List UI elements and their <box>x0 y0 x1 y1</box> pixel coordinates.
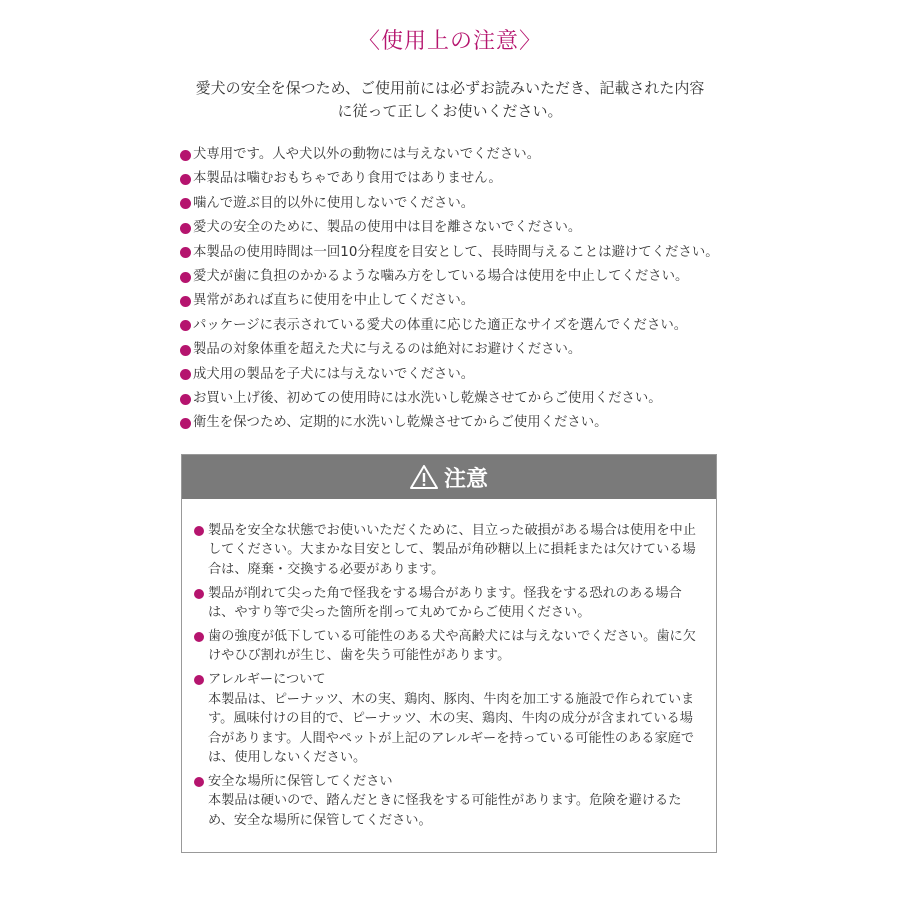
caution-line: 製品を安全な状態でお使いいただくために、目立った破損がある場合は使用を中止 <box>208 523 696 538</box>
caution-line: 本製品は、ピーナッツ、木の実、鶏肉、豚肉、牛肉を加工する施設で作られていま <box>208 691 695 707</box>
usage-item-text: 本製品の使用時間は一回10分程度を目安として、長時間与えることは避けてください。 <box>193 244 719 260</box>
bullet-icon <box>180 369 191 380</box>
intro-text <box>150 77 750 123</box>
bullet-icon <box>194 632 204 642</box>
page-title: 〈使用上の注意〉 <box>357 29 542 54</box>
caution-line: 製品が削れて尖った角で怪我をする場合があります。怪我をする恐れのある場合 <box>208 585 682 601</box>
list-item <box>180 143 740 167</box>
bullet-icon <box>194 526 204 536</box>
usage-item-text: 衛生を保つため、定期的に水洗いし乾燥させてからご使用ください。 <box>193 415 608 431</box>
usage-item-text: 本製品は噛むおもちゃであり食用ではありません。 <box>193 171 502 187</box>
list-item <box>180 289 740 313</box>
list-item <box>180 241 740 265</box>
usage-item-text: 愛犬の安全のために、製品の使用中は目を離さないでください。 <box>193 220 582 236</box>
bullet-icon <box>180 223 191 234</box>
bullet-icon <box>180 296 191 307</box>
bullet-icon <box>180 247 191 258</box>
caution-box <box>181 454 717 853</box>
list-item <box>180 167 740 191</box>
bullet-icon <box>194 589 204 599</box>
caution-list <box>182 521 716 835</box>
caution-line: は、やすり等で尖った箇所を削って丸めてからご使用ください。 <box>208 605 591 621</box>
caution-line: 合は、廃棄・交換する必要があります。 <box>208 561 445 577</box>
bullet-icon <box>180 345 191 356</box>
caution-line: は、使用しないください。 <box>208 749 367 765</box>
bullet-icon <box>180 198 191 209</box>
caution-title: 注意 <box>443 466 488 492</box>
usage-item-text: 異常があれば直ちに使用を中止してください。 <box>193 293 475 309</box>
usage-item-text: お買い上げ後、初めての使用時には水洗いし乾燥させてからご使用ください。 <box>193 390 662 406</box>
caution-line: 安全な場所に保管してください <box>208 773 393 789</box>
caution-line: してください。大まかな目安として、製品が角砂糖以上に損耗または欠けている場 <box>208 542 696 558</box>
caution-line: アレルギーについて <box>208 672 326 688</box>
list-item <box>180 363 740 387</box>
bullet-icon <box>194 675 204 685</box>
list-item <box>180 314 740 338</box>
list-item <box>180 192 740 216</box>
caution-item <box>194 627 700 666</box>
caution-line: けやひび割れが生じ、歯を失う可能性があります。 <box>208 648 511 664</box>
intro-line-2: に従って正しくお使いください。 <box>337 102 563 120</box>
bullet-icon <box>180 418 191 429</box>
caution-item <box>194 670 700 767</box>
caution-header <box>182 455 716 499</box>
bullet-icon <box>180 150 191 161</box>
list-item <box>180 338 740 362</box>
list-item <box>180 265 740 289</box>
caution-line: す。風味付けの目的で、ピーナッツ、木の実、鶏肉、牛肉の成分が含まれている場 <box>208 711 693 727</box>
caution-line: め、安全な場所に保管してください。 <box>208 812 432 828</box>
bullet-icon <box>180 174 191 185</box>
usage-item-text: 愛犬が歯に負担のかかるような噛み方をしている場合は使用を中止してください。 <box>193 268 689 284</box>
caution-item <box>194 521 700 579</box>
usage-item-text: パッケージに表示されている愛犬の体重に応じた適正なサイズを選んでください。 <box>193 317 688 333</box>
caution-item <box>194 772 700 830</box>
usage-item-text: 成犬用の製品を子犬には与えないでください。 <box>193 366 475 382</box>
bullet-icon <box>180 320 191 331</box>
caution-line: 本製品は硬いので、踏んだときに怪我をする可能性があります。危険を避けるた <box>208 793 682 809</box>
caution-line: 合があります。人間やペットが上記のアレルギーを持っている可能性のある家庭で <box>208 730 695 746</box>
usage-item-text: 製品の対象体重を超えた犬に与えるのは絶対にお避けください。 <box>193 342 582 358</box>
list-item <box>180 411 740 435</box>
list-item <box>180 387 740 411</box>
usage-item-text: 犬専用です。人や犬以外の動物には与えないでください。 <box>193 147 541 162</box>
intro-line-1: 愛犬の安全を保つため、ご使用前には必ずお読みいただき、記載された内容 <box>195 79 705 97</box>
bullet-icon <box>194 777 204 787</box>
usage-list <box>180 143 740 436</box>
warning-icon <box>410 465 438 489</box>
bullet-icon <box>180 394 191 405</box>
list-item <box>180 216 740 240</box>
usage-item-text: 噛んで遊ぶ目的以外に使用しないでください。 <box>193 195 475 211</box>
caution-item <box>194 584 700 623</box>
bullet-icon <box>180 272 191 283</box>
caution-line: 歯の強度が低下している可能性のある犬や高齢犬には与えないでください。歯に欠 <box>208 629 696 645</box>
